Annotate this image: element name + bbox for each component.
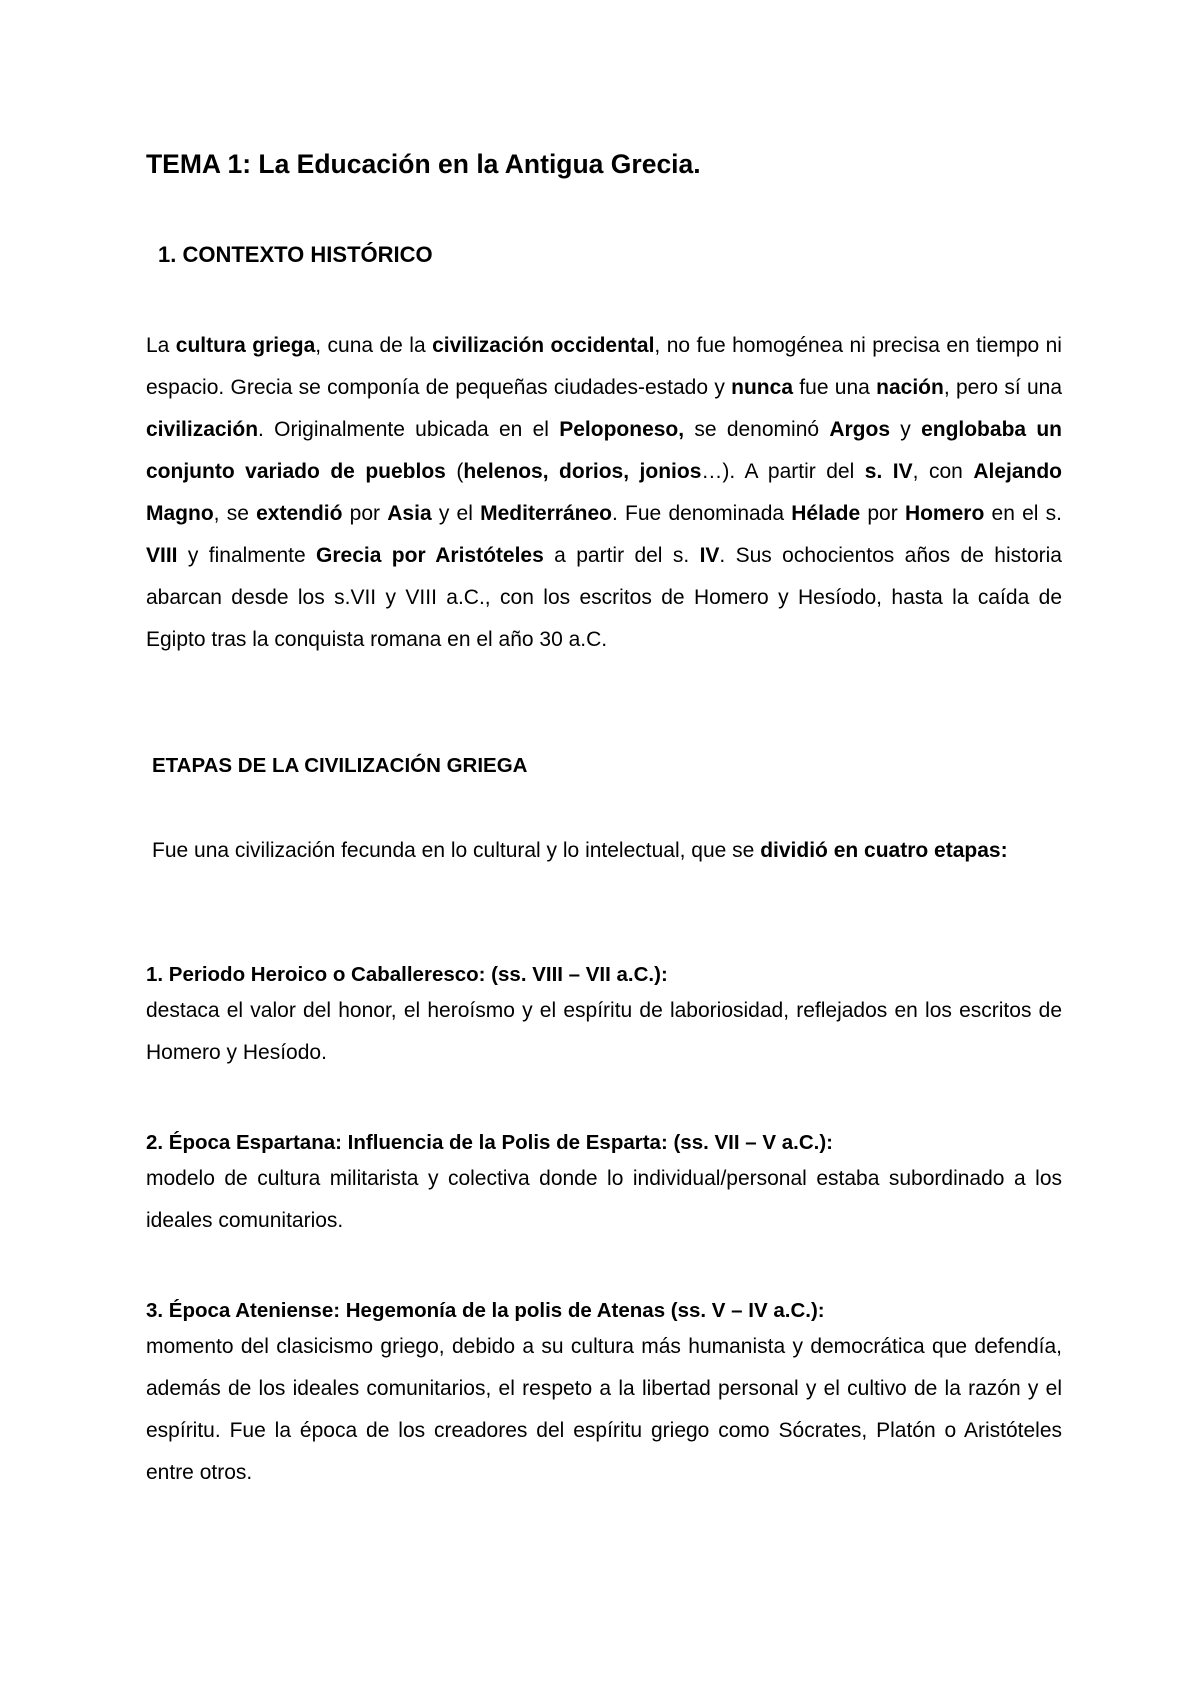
text-run: . Originalmente ubicada en el (258, 418, 560, 441)
bold-text-run: Homero (904, 502, 985, 525)
subsection-heading: ETAPAS DE LA CIVILIZACIÓN GRIEGA (152, 754, 528, 777)
text-run: . Fue denominada (612, 502, 792, 525)
text-run: a partir del s. (543, 544, 700, 567)
text-run: Fue una civilización fecunda en lo cultural y lo intelectual, que se (152, 839, 761, 862)
text-run: en el s. (984, 502, 1062, 525)
bold-text-run: cultura griega (175, 334, 316, 357)
text-run: y (890, 418, 922, 441)
stage-item (146, 1296, 1062, 1494)
text-run: , con (912, 460, 974, 483)
text-run: , cuna de la (315, 334, 433, 357)
bold-text-run: Hélade (791, 502, 861, 525)
bold-text-run: nunca (731, 376, 793, 399)
text-run: ( (445, 460, 464, 483)
text-run: , se (213, 502, 257, 525)
document-title: TEMA 1: La Educación en la Antigua Grecia. (146, 149, 701, 179)
bold-text-run: Mediterráneo (480, 502, 612, 525)
bold-text-run: IV (699, 544, 720, 567)
section-heading: 1. CONTEXTO HISTÓRICO (158, 242, 433, 267)
stage-text: modelo de cultura militarista y colectiva donde lo individual/personal estaba subordinado a los ideales comunitarios. (146, 1167, 1062, 1232)
bold-text-run: Grecia por Aristóteles (316, 544, 544, 567)
bold-text-run: Alejando Magno (146, 460, 1062, 525)
text-run: La (146, 334, 176, 357)
text-run: fue una (793, 376, 877, 399)
bold-text-run: extendió (256, 502, 343, 525)
text-run: y finalmente (177, 544, 317, 567)
text-run: y el (431, 502, 481, 525)
stage-title: 1. Periodo Heroico o Caballeresco: (ss. VIII – VII a.C.): (146, 963, 668, 986)
text-run: , no fue homogénea ni precisa en tiempo ni espacio. Grecia se componía de pequeñas ciudades-estado y (146, 334, 1062, 399)
bold-text-run: dividió en cuatro etapas: (760, 839, 1008, 862)
intro-paragraph (146, 325, 1062, 661)
bold-text-run: englobaba un conjunto variado de pueblos (146, 418, 1062, 483)
bold-text-run: Asia (387, 502, 432, 525)
text-run: por (342, 502, 388, 525)
bold-text-run: s. IV (864, 460, 913, 483)
bold-text-run: VIII (146, 544, 178, 567)
text-run: , pero sí una (943, 376, 1063, 399)
stage-item (146, 1128, 1062, 1242)
text-run: …). A partir del (701, 460, 865, 483)
stage-text: destaca el valor del honor, el heroísmo y el espíritu de laboriosidad, reflejados en los escritos de Homero y Hesíodo. (146, 999, 1062, 1064)
stage-text: momento del clasicismo griego, debido a su cultura más humanista y democrática que defendía, además de los ideales comunitarios, el respeto a la libertad personal y el cultivo de la razón y el espíritu. Fue la época de los creadores del espíritu griego como Sócrates, Platón o Aristóteles entre otros. (146, 1335, 1062, 1484)
stage-item (146, 960, 1062, 1074)
stage-title: 2. Época Espartana: Influencia de la Polis de Esparta: (ss. VII – V a.C.): (146, 1131, 833, 1154)
text-run: . Sus ochocientos años de historia abarcan desde los s.VII y VIII a.C., con los escritos de Homero y Hesíodo, hasta la caída de Egipto tras la conquista romana en el año 30 a.C. (146, 544, 1062, 651)
bold-text-run: nación (876, 376, 944, 399)
bold-text-run: civilización occidental (432, 334, 655, 357)
stage-title: 3. Época Ateniense: Hegemonía de la polis de Atenas (ss. V – IV a.C.): (146, 1299, 825, 1322)
stages-intro-paragraph (146, 830, 1062, 872)
bold-text-run: Argos (829, 418, 891, 441)
text-run: por (860, 502, 905, 525)
bold-text-run: civilización (146, 418, 259, 441)
bold-text-run: Peloponeso, (559, 418, 685, 441)
text-run: se denominó (684, 418, 830, 441)
bold-text-run: helenos, dorios, jonios (463, 460, 702, 483)
